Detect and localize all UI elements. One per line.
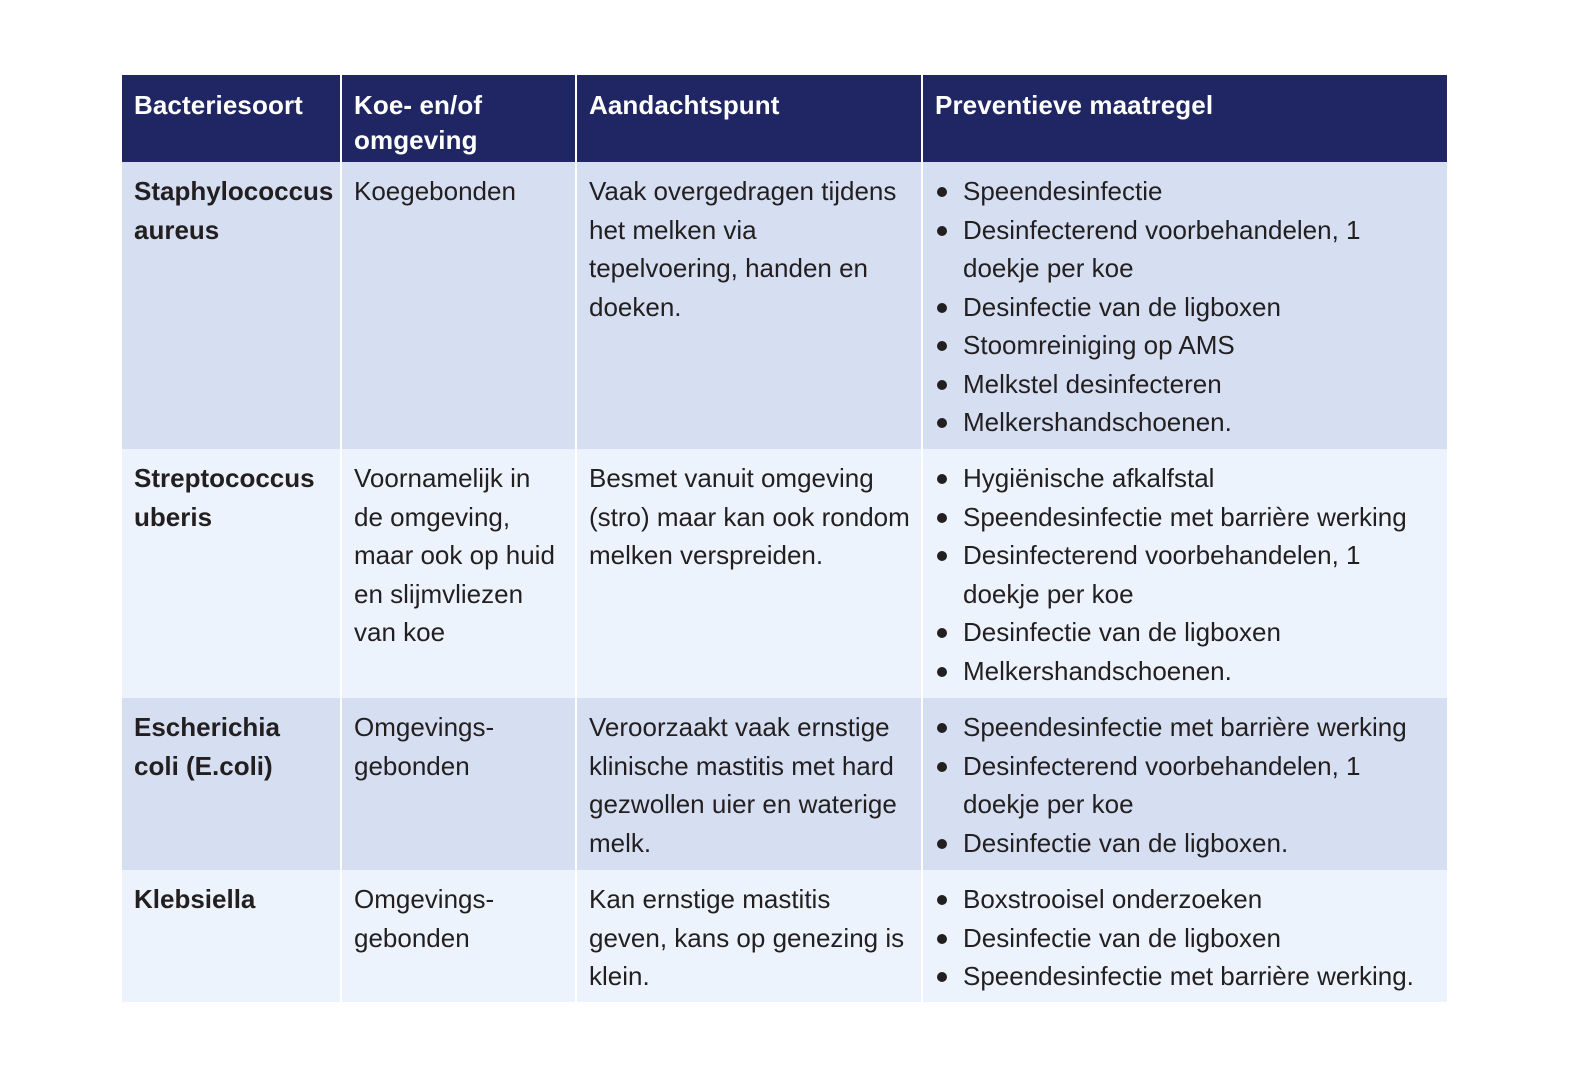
maatregel-text: Desinfectie van de ligboxen bbox=[963, 922, 1281, 953]
table-cell-omgeving: Voornamelijk in de omgeving, maar ook op huid en slijmvliezen van koe bbox=[342, 449, 577, 698]
table-cell-bacterie: Klebsiella bbox=[122, 870, 342, 1002]
list-item bbox=[935, 708, 1437, 747]
maatregel-list bbox=[935, 880, 1437, 996]
bullet-icon bbox=[937, 762, 947, 772]
bullet-icon bbox=[937, 418, 947, 428]
maatregel-text: Speendesinfectie met barrière werking. bbox=[963, 961, 1414, 991]
bullet-icon bbox=[937, 667, 947, 677]
mastitis-table bbox=[122, 75, 1447, 1002]
maatregel-text: Speendesinfectie met barrière werking bbox=[963, 712, 1407, 742]
table-cell-aandachtspunt: Besmet vanuit omgeving (stro) maar kan ook rondom melken verspreiden. bbox=[577, 449, 923, 698]
list-item bbox=[935, 211, 1437, 288]
maatregel-text: Desinfecterend voorbehandelen, 1 doekje per koe bbox=[963, 214, 1361, 283]
maatregel-text: Melkstel desinfecteren bbox=[963, 368, 1222, 399]
table-cell-aandachtspunt: Veroorzaakt vaak ernstige klinische mastitis met hard gezwollen uier en waterige melk. bbox=[577, 698, 923, 870]
list-item bbox=[935, 288, 1437, 327]
list-item bbox=[935, 613, 1437, 652]
maatregel-text: Speendesinfectie bbox=[963, 176, 1163, 206]
list-item bbox=[935, 365, 1437, 404]
list-item bbox=[935, 326, 1437, 365]
list-item bbox=[935, 747, 1437, 824]
list-item bbox=[935, 824, 1437, 863]
maatregel-text: Desinfectie van de ligboxen bbox=[963, 291, 1281, 322]
maatregel-text: Boxstrooisel onderzoeken bbox=[963, 884, 1263, 914]
list-item bbox=[935, 498, 1437, 537]
table-cell-aandachtspunt: Kan ernstige mastitis geven, kans op genezing is klein. bbox=[577, 870, 923, 1002]
list-item bbox=[935, 880, 1437, 919]
table-cell-aandachtspunt: Vaak overgedragen tijdens het melken via tepelvoering, handen en doeken. bbox=[577, 162, 923, 449]
bullet-icon bbox=[937, 972, 947, 982]
maatregel-text: Speendesinfectie met barrière werking bbox=[963, 501, 1407, 532]
list-item bbox=[935, 957, 1437, 996]
bullet-icon bbox=[937, 474, 947, 484]
table-cell-maatregelen bbox=[923, 449, 1447, 698]
list-item bbox=[935, 919, 1437, 958]
table-cell-bacterie: Staphylococcus aureus bbox=[122, 162, 342, 449]
bullet-icon bbox=[937, 839, 947, 849]
bullet-icon bbox=[937, 303, 947, 313]
maatregel-text: Desinfectie van de ligboxen. bbox=[963, 827, 1289, 858]
header-aandachtspunt: Aandachtspunt bbox=[577, 75, 923, 162]
list-item bbox=[935, 459, 1437, 498]
maatregel-text: Desinfectie van de ligboxen bbox=[963, 617, 1281, 647]
list-item bbox=[935, 536, 1437, 613]
bullet-icon bbox=[937, 226, 947, 236]
maatregel-text: Stoomreiniging op AMS bbox=[963, 330, 1235, 360]
table-cell-maatregelen bbox=[923, 698, 1447, 870]
header-koe-omgeving bbox=[342, 75, 577, 162]
list-item bbox=[935, 172, 1437, 211]
header-preventieve-maatregel: Preventieve maatregel bbox=[923, 75, 1447, 162]
table-cell-omgeving: Omgevings- gebonden bbox=[342, 698, 577, 870]
table-cell-omgeving: Koegebonden bbox=[342, 162, 577, 449]
bullet-icon bbox=[937, 723, 947, 733]
maatregel-list bbox=[935, 172, 1437, 442]
bullet-icon bbox=[937, 934, 947, 944]
table-cell-bacterie: Streptococcus uberis bbox=[122, 449, 342, 698]
table-cell-bacterie: Escherichia coli (E.coli) bbox=[122, 698, 342, 870]
bullet-icon bbox=[937, 895, 947, 905]
maatregel-text: Melkershandschoenen. bbox=[963, 655, 1232, 686]
bullet-icon bbox=[937, 551, 947, 561]
bullet-icon bbox=[937, 187, 947, 197]
bullet-icon bbox=[937, 513, 947, 523]
table-cell-omgeving: Omgevings- gebonden bbox=[342, 870, 577, 1002]
maatregel-text: Desinfecterend voorbehandelen, 1 doekje per koe bbox=[963, 540, 1361, 609]
maatregel-text: Melkershandschoenen. bbox=[963, 407, 1232, 437]
maatregel-text: Desinfecterend voorbehandelen, 1 doekje per koe bbox=[963, 750, 1361, 819]
list-item bbox=[935, 403, 1437, 442]
header-koe-omgeving-text: Koe- en/of omgeving bbox=[354, 90, 483, 155]
bullet-icon bbox=[937, 341, 947, 351]
maatregel-text: Hygiënische afkalfstal bbox=[963, 463, 1215, 493]
header-bacteriesoort: Bacteriesoort bbox=[122, 75, 342, 162]
maatregel-list bbox=[935, 708, 1437, 862]
maatregel-list bbox=[935, 459, 1437, 690]
bullet-icon bbox=[937, 380, 947, 390]
table-cell-maatregelen bbox=[923, 870, 1447, 1002]
list-item bbox=[935, 652, 1437, 691]
bullet-icon bbox=[937, 628, 947, 638]
table-cell-maatregelen bbox=[923, 162, 1447, 449]
